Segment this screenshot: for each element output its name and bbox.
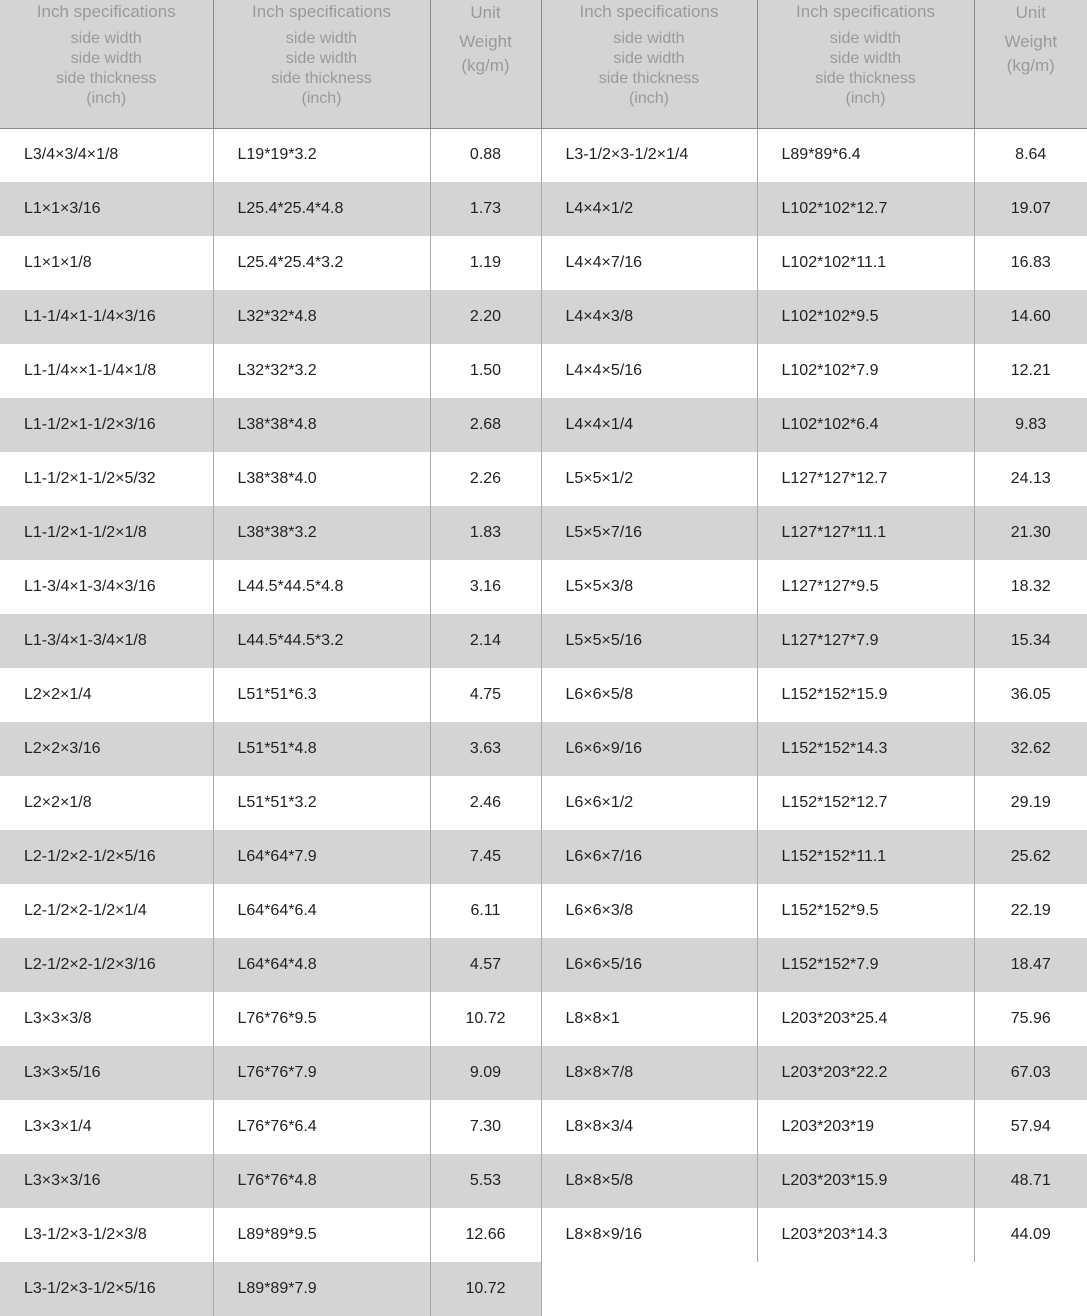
spec-metric-cell: L64*64*6.4	[213, 884, 430, 938]
spec-inch-cell: L3-1/2×3-1/2×1/4	[541, 128, 757, 182]
table-row	[0, 1100, 1087, 1154]
unit-weight-cell: 18.47	[974, 938, 1087, 992]
table-row	[0, 236, 1087, 290]
unit-weight-cell: 1.50	[430, 344, 541, 398]
unit-weight-cell: 7.45	[430, 830, 541, 884]
spec-inch-cell: L3/4×3/4×1/8	[0, 128, 213, 182]
empty-cell	[541, 1262, 757, 1316]
table-row	[0, 668, 1087, 722]
table-row	[0, 614, 1087, 668]
spec-metric-cell: L38*38*4.0	[213, 452, 430, 506]
spec-metric-cell: L76*76*4.8	[213, 1154, 430, 1208]
unit-weight-cell: 18.32	[974, 560, 1087, 614]
spec-inch-cell: L1-1/2×1-1/2×1/8	[0, 506, 213, 560]
spec-inch-cell: L1-1/2×1-1/2×5/32	[0, 452, 213, 506]
header-line: side width	[285, 50, 358, 67]
spec-inch-cell: L5×5×3/8	[541, 560, 757, 614]
spec-metric-cell: L203*203*19	[757, 1100, 974, 1154]
header-title: Unit	[470, 3, 501, 22]
spec-inch-cell: L8×8×9/16	[541, 1208, 757, 1262]
spec-inch-cell: L1-1/4××1-1/4×1/8	[0, 344, 213, 398]
spec-inch-cell: L2×2×3/16	[0, 722, 213, 776]
spec-metric-cell: L102*102*6.4	[757, 398, 974, 452]
header-title: Inch specifications	[252, 2, 391, 21]
table-row	[0, 560, 1087, 614]
table-row	[0, 1262, 1087, 1316]
header-title: Inch specifications	[36, 2, 176, 21]
spec-metric-cell: L76*76*6.4	[213, 1100, 430, 1154]
header-line: Weight	[1004, 32, 1058, 51]
header-title: Inch specifications	[796, 2, 935, 21]
spec-inch-cell: L1×1×1/8	[0, 236, 213, 290]
spec-inch-cell: L5×5×7/16	[541, 506, 757, 560]
header-line: (inch)	[845, 90, 886, 107]
spec-inch-cell: L2-1/2×2-1/2×1/4	[0, 884, 213, 938]
spec-inch-cell: L4×4×1/2	[541, 182, 757, 236]
spec-inch-cell: L6×6×5/8	[541, 668, 757, 722]
table-row	[0, 992, 1087, 1046]
spec-metric-cell: L127*127*11.1	[757, 506, 974, 560]
spec-inch-cell: L8×8×7/8	[541, 1046, 757, 1100]
spec-inch-cell: L1×1×3/16	[0, 182, 213, 236]
header-line: (inch)	[86, 90, 127, 107]
spec-inch-cell: L8×8×3/4	[541, 1100, 757, 1154]
table-row	[0, 1208, 1087, 1262]
header-line: side width	[285, 30, 358, 47]
spec-inch-cell: L5×5×5/16	[541, 614, 757, 668]
header-line: side width	[613, 50, 685, 67]
unit-weight-cell: 4.75	[430, 668, 541, 722]
spec-metric-cell: L203*203*22.2	[757, 1046, 974, 1100]
spec-inch-cell: L6×6×9/16	[541, 722, 757, 776]
spec-metric-cell: L89*89*9.5	[213, 1208, 430, 1262]
header-line: side width	[70, 50, 142, 67]
unit-weight-cell: 9.83	[974, 398, 1087, 452]
spec-metric-cell: L19*19*3.2	[213, 128, 430, 182]
spec-inch-cell: L6×6×3/8	[541, 884, 757, 938]
spec-metric-cell: L127*127*7.9	[757, 614, 974, 668]
unit-weight-cell: 21.30	[974, 506, 1087, 560]
spec-inch-cell: L2×2×1/4	[0, 668, 213, 722]
header-line: (kg/m)	[1006, 56, 1055, 75]
header-line: side width	[829, 50, 902, 67]
spec-metric-cell: L152*152*9.5	[757, 884, 974, 938]
spec-metric-cell: L152*152*12.7	[757, 776, 974, 830]
spec-metric-cell: L152*152*7.9	[757, 938, 974, 992]
header-spec-inch-3	[541, 0, 757, 128]
spec-metric-cell: L64*64*4.8	[213, 938, 430, 992]
unit-weight-cell: 2.14	[430, 614, 541, 668]
spec-inch-cell: L4×4×3/8	[541, 290, 757, 344]
spec-metric-cell: L102*102*7.9	[757, 344, 974, 398]
unit-weight-cell: 8.64	[974, 128, 1087, 182]
header-title: Unit	[1015, 3, 1046, 22]
unit-weight-cell: 25.62	[974, 830, 1087, 884]
header-unit-weight-1	[430, 0, 541, 128]
spec-inch-cell: L1-3/4×1-3/4×3/16	[0, 560, 213, 614]
table-row	[0, 776, 1087, 830]
unit-weight-cell: 48.71	[974, 1154, 1087, 1208]
unit-weight-cell: 16.83	[974, 236, 1087, 290]
spec-metric-cell: L89*89*6.4	[757, 128, 974, 182]
header-line: side thickness	[271, 70, 372, 87]
table-body	[0, 128, 1087, 1316]
unit-weight-cell: 9.09	[430, 1046, 541, 1100]
table-row	[0, 452, 1087, 506]
unit-weight-cell: 44.09	[974, 1208, 1087, 1262]
spec-metric-cell: L203*203*15.9	[757, 1154, 974, 1208]
table-row	[0, 884, 1087, 938]
table-row	[0, 938, 1087, 992]
spec-metric-cell: L76*76*7.9	[213, 1046, 430, 1100]
unit-weight-cell: 22.19	[974, 884, 1087, 938]
header-line: (inch)	[628, 90, 669, 107]
unit-weight-cell: 3.63	[430, 722, 541, 776]
table-row	[0, 398, 1087, 452]
header-line: side width	[829, 30, 902, 47]
spec-inch-cell: L2-1/2×2-1/2×5/16	[0, 830, 213, 884]
header-line: Weight	[459, 32, 512, 51]
spec-inch-cell: L8×8×1	[541, 992, 757, 1046]
header-spec-inch-4	[757, 0, 974, 128]
spec-inch-cell: L3×3×3/8	[0, 992, 213, 1046]
table-row	[0, 506, 1087, 560]
spec-metric-cell: L76*76*9.5	[213, 992, 430, 1046]
spec-metric-cell: L127*127*12.7	[757, 452, 974, 506]
header-line: (inch)	[301, 90, 342, 107]
header-spec-inch-2	[213, 0, 430, 128]
unit-weight-cell: 29.19	[974, 776, 1087, 830]
spec-inch-cell: L5×5×1/2	[541, 452, 757, 506]
header-unit-weight-2	[974, 0, 1087, 128]
spec-metric-cell: L102*102*9.5	[757, 290, 974, 344]
spec-metric-cell: L152*152*15.9	[757, 668, 974, 722]
unit-weight-cell: 1.73	[430, 182, 541, 236]
table-header	[0, 0, 1087, 128]
spec-inch-cell: L6×6×7/16	[541, 830, 757, 884]
spec-inch-cell: L3-1/2×3-1/2×3/8	[0, 1208, 213, 1262]
spec-metric-cell: L38*38*3.2	[213, 506, 430, 560]
unit-weight-cell: 5.53	[430, 1154, 541, 1208]
spec-metric-cell: L51*51*3.2	[213, 776, 430, 830]
unit-weight-cell: 14.60	[974, 290, 1087, 344]
unit-weight-cell: 4.57	[430, 938, 541, 992]
header-line: side thickness	[815, 70, 916, 87]
table-row	[0, 182, 1087, 236]
table-row	[0, 722, 1087, 776]
table-row	[0, 1046, 1087, 1100]
spec-metric-cell: L38*38*4.8	[213, 398, 430, 452]
spec-metric-cell: L32*32*3.2	[213, 344, 430, 398]
spec-inch-cell: L1-1/4×1-1/4×3/16	[0, 290, 213, 344]
spec-metric-cell: L25.4*25.4*4.8	[213, 182, 430, 236]
spec-metric-cell: L89*89*7.9	[213, 1262, 430, 1316]
spec-metric-cell: L127*127*9.5	[757, 560, 974, 614]
unit-weight-cell: 75.96	[974, 992, 1087, 1046]
unit-weight-cell: 3.16	[430, 560, 541, 614]
spec-metric-cell: L25.4*25.4*3.2	[213, 236, 430, 290]
header-line: side thickness	[598, 70, 700, 87]
unit-weight-cell: 32.62	[974, 722, 1087, 776]
header-line: side width	[613, 30, 685, 47]
unit-weight-cell: 67.03	[974, 1046, 1087, 1100]
empty-cell	[974, 1262, 1087, 1316]
unit-weight-cell: 2.68	[430, 398, 541, 452]
spec-inch-cell: L2-1/2×2-1/2×3/16	[0, 938, 213, 992]
table-row	[0, 1154, 1087, 1208]
spec-inch-cell: L3-1/2×3-1/2×5/16	[0, 1262, 213, 1316]
unit-weight-cell: 24.13	[974, 452, 1087, 506]
unit-weight-cell: 1.83	[430, 506, 541, 560]
unit-weight-cell: 7.30	[430, 1100, 541, 1154]
spec-inch-cell: L6×6×1/2	[541, 776, 757, 830]
header-title: Inch specifications	[579, 2, 719, 21]
spec-inch-cell: L4×4×5/16	[541, 344, 757, 398]
spec-metric-cell: L51*51*6.3	[213, 668, 430, 722]
table-row	[0, 344, 1087, 398]
header-row	[0, 0, 1087, 128]
spec-inch-cell: L2×2×1/8	[0, 776, 213, 830]
unit-weight-cell: 12.66	[430, 1208, 541, 1262]
unit-weight-cell: 19.07	[974, 182, 1087, 236]
unit-weight-cell: 10.72	[430, 992, 541, 1046]
header-spec-inch-1	[0, 0, 213, 128]
unit-weight-cell: 12.21	[974, 344, 1087, 398]
spec-inch-cell: L3×3×3/16	[0, 1154, 213, 1208]
unit-weight-cell: 1.19	[430, 236, 541, 290]
spec-metric-cell: L152*152*14.3	[757, 722, 974, 776]
header-line: side thickness	[56, 70, 157, 87]
spec-metric-cell: L152*152*11.1	[757, 830, 974, 884]
unit-weight-cell: 2.46	[430, 776, 541, 830]
spec-inch-cell: L1-1/2×1-1/2×3/16	[0, 398, 213, 452]
spec-inch-cell: L3×3×5/16	[0, 1046, 213, 1100]
spec-inch-cell: L4×4×7/16	[541, 236, 757, 290]
unit-weight-cell: 2.20	[430, 290, 541, 344]
spec-inch-cell: L1-3/4×1-3/4×1/8	[0, 614, 213, 668]
spec-metric-cell: L102*102*11.1	[757, 236, 974, 290]
header-line: (kg/m)	[461, 56, 510, 75]
spec-metric-cell: L203*203*14.3	[757, 1208, 974, 1262]
spec-inch-cell: L4×4×1/4	[541, 398, 757, 452]
spec-inch-cell: L3×3×1/4	[0, 1100, 213, 1154]
spec-metric-cell: L102*102*12.7	[757, 182, 974, 236]
table-row	[0, 128, 1087, 182]
spec-metric-cell: L64*64*7.9	[213, 830, 430, 884]
header-line: side width	[70, 30, 142, 47]
spec-metric-cell: L32*32*4.8	[213, 290, 430, 344]
unit-weight-cell: 36.05	[974, 668, 1087, 722]
unit-weight-cell: 6.11	[430, 884, 541, 938]
spec-metric-cell: L203*203*25.4	[757, 992, 974, 1046]
unit-weight-cell: 57.94	[974, 1100, 1087, 1154]
unit-weight-cell: 15.34	[974, 614, 1087, 668]
spec-metric-cell: L51*51*4.8	[213, 722, 430, 776]
table-row	[0, 830, 1087, 884]
unit-weight-cell: 0.88	[430, 128, 541, 182]
empty-cell	[757, 1262, 974, 1316]
spec-inch-cell: L8×8×5/8	[541, 1154, 757, 1208]
spec-metric-cell: L44.5*44.5*4.8	[213, 560, 430, 614]
unit-weight-cell: 2.26	[430, 452, 541, 506]
spec-metric-cell: L44.5*44.5*3.2	[213, 614, 430, 668]
unit-weight-cell: 10.72	[430, 1262, 541, 1316]
table-row	[0, 290, 1087, 344]
spec-inch-cell: L6×6×5/16	[541, 938, 757, 992]
